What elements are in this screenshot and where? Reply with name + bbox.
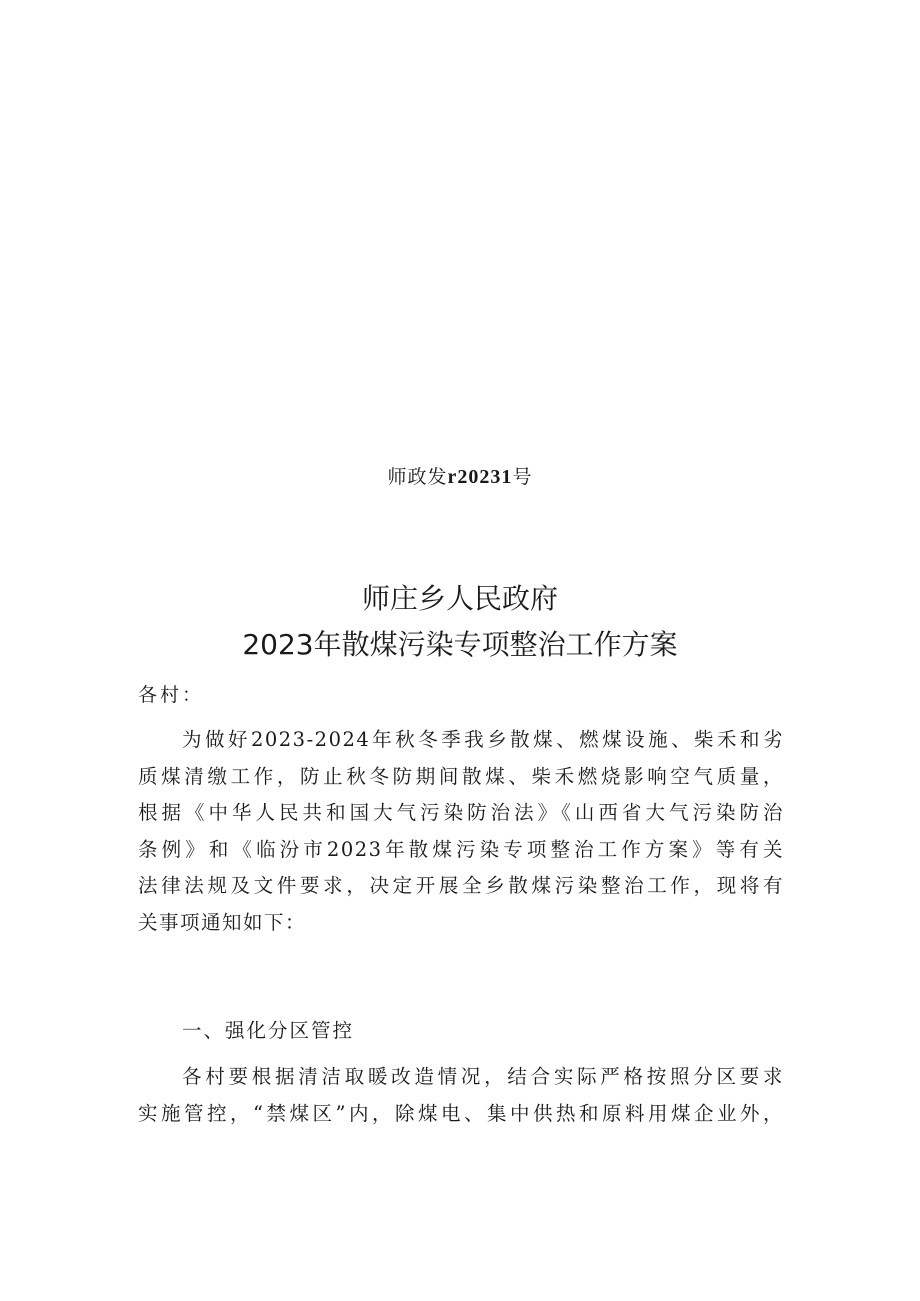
salutation: 各村： <box>138 684 205 706</box>
paragraph-section-1 <box>138 1059 784 1132</box>
paragraph-line: 关事项通知如下： <box>138 910 307 934</box>
document-number <box>0 462 920 492</box>
paragraph-line: 为做好2023-2024年秋冬季我乡散煤、燃煤设施、柴禾和劣 <box>182 728 784 751</box>
paragraph-intro <box>138 722 784 941</box>
section-heading-1: 一、强化分区管控 <box>182 1019 355 1042</box>
paragraph-line: 根据《中华人民共和国大气污染防治法》《山西省大气污染防治 <box>138 801 784 824</box>
paragraph-line: 条例》和《临汾市2023年散煤污染专项整治工作方案》等有关 <box>138 837 784 861</box>
doc-number-value: r20231 <box>447 466 513 488</box>
document-title <box>0 576 920 668</box>
doc-number-suffix: 号 <box>512 466 533 488</box>
paragraph-line: 质煤清缴工作，防止秋冬防期间散煤、柴禾燃烧影响空气质量， <box>138 764 784 788</box>
title-line-subject: 2023年散煤污染专项整治工作方案 <box>242 628 678 661</box>
doc-number-prefix: 师政发 <box>387 466 448 488</box>
title-line-issuer: 师庄乡人民政府 <box>361 582 558 615</box>
paragraph-line: 法律法规及文件要求，决定开展全乡散煤污染整治工作，现将有 <box>138 874 784 897</box>
paragraph-line: 各村要根据清洁取暖改造情况，结合实际严格按照分区要求 <box>182 1065 784 1088</box>
paragraph-line: 实施管控，“禁煤区”内，除煤电、集中供热和原料用煤企业外， <box>138 1101 784 1125</box>
